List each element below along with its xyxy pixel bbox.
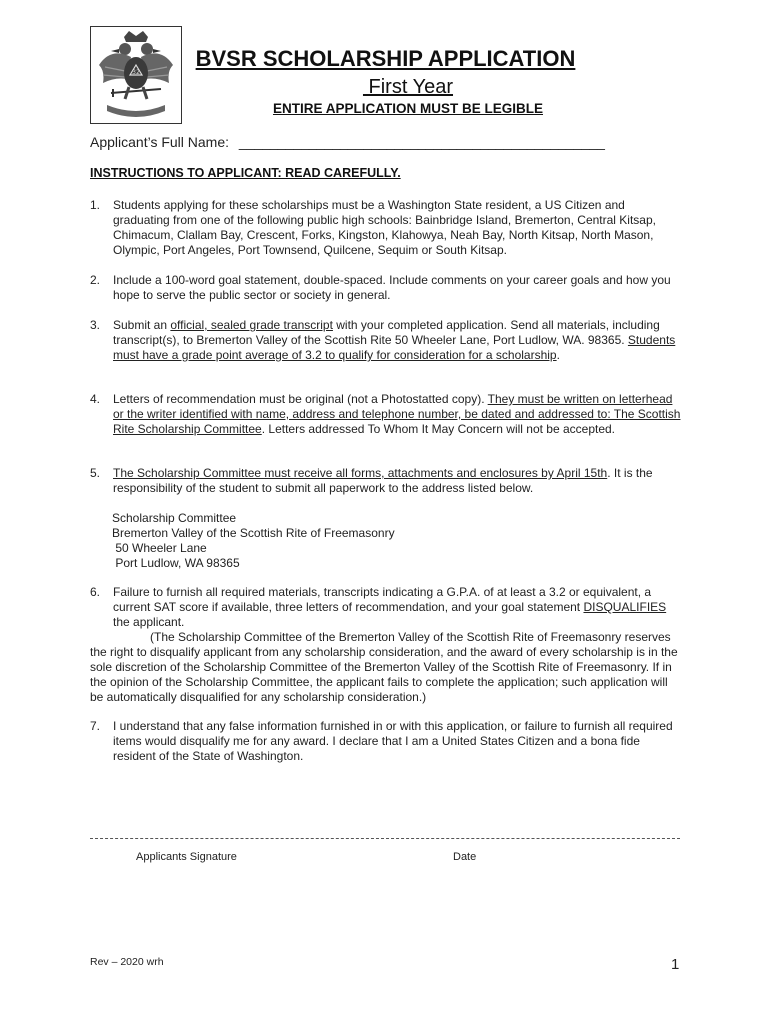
item-text-part: . Letters addressed To Whom It May Concern will not be accepted.	[261, 422, 616, 436]
double-headed-eagle-icon	[91, 27, 181, 123]
instructions-heading: INSTRUCTIONS TO APPLICANT: READ CAREFULLY.	[90, 166, 401, 180]
deadline-emphasis: The Scholarship Committee must receive all forms, attachments and enclosures by April 15th	[113, 466, 608, 480]
applicant-name-blank[interactable]: _______________________________________________	[238, 134, 605, 150]
item-number: 7.	[90, 719, 101, 733]
letterhead-requirement: They must be written on letterhead or the writer identified with name, address and telephone number, be dated and addressed to: The Scottish Rite Scholarship Committee	[113, 392, 681, 436]
signature-line[interactable]	[90, 838, 680, 839]
gpa-requirement: Students must have a grade point average of 3.2 to qualify for consideration for a scholarship	[113, 333, 676, 362]
item-text: Include a 100-word goal statement, double-spaced. Include comments on your career goals and how you hope to serve the public sector or society in general.	[113, 273, 671, 302]
instruction-item-7	[90, 719, 682, 764]
item-text-part: with your completed application. Send all materials, including transcript(s), to Bremerton Valley of the Scottish Rite 50 Wheeler Lane, Port Ludlow, WA. 98365.	[113, 318, 660, 347]
item-number: 4.	[90, 392, 101, 406]
address-line: 50 Wheeler Lane	[112, 541, 207, 555]
item-text-part: Submit an	[113, 318, 171, 332]
item-number: 5.	[90, 466, 101, 480]
page-number: 1	[671, 956, 680, 973]
legibility-note: ENTIRE APPLICATION MUST BE LEGIBLE	[272, 101, 543, 116]
item-number: 2.	[90, 273, 101, 287]
instruction-item-3	[90, 318, 682, 363]
svg-text:32: 32	[132, 69, 140, 76]
item-text-part: .	[556, 348, 560, 362]
instruction-item-4	[90, 392, 682, 437]
item-text: Students applying for these scholarships must be a Washington State resident, a US Citizen and graduating from one of the following public high schools: Bainbridge Island, Bremerton, Central Kitsap, Chimacum, Clallam Bay, Crescent, Forks, Kingston, Klahowya, Neah Bay, North Kitsap, North Mason, Olympic, Port Angeles, Port Townsend, Quilcene, Sequim or South Kitsap.	[113, 198, 656, 257]
address-line: Port Ludlow, WA 98365	[112, 556, 240, 570]
instruction-item-5	[90, 466, 682, 496]
instruction-item-2	[90, 273, 682, 303]
item-number: 6.	[90, 585, 101, 599]
item-text	[113, 585, 682, 630]
item-text-part: . It is the responsibility of the student to submit all paperwork to the address listed below.	[113, 466, 653, 495]
transcript-emphasis: official, sealed grade transcript	[170, 318, 333, 332]
instruction-item-6	[90, 585, 682, 630]
revision-note: Rev – 2020 wrh	[90, 956, 164, 968]
address-line: Bremerton Valley of the Scottish Rite of Freemasonry	[112, 526, 395, 540]
item-text-part: Failure to furnish all required materials, transcripts indicating a G.P.A. of at least a 3.2 or equivalent, a current SAT score if available, three letters of recommendation, and your goal statement	[113, 585, 652, 614]
address-line: Scholarship Committee	[112, 511, 237, 525]
item-text: I understand that any false information furnished in or with this application, or failure to furnish all required items would disqualify me for any award. I declare that I am a United States Citizen and a bona fide resident of the State of Washington.	[113, 719, 673, 763]
disqualification-paragraph: (The Scholarship Committee of the Bremerton Valley of the Scottish Rite of Freemasonry reserves the right to disqualify applicant from any scholarship consideration, and the award of every scholarship is in the sole discretion of the Scholarship Committee of the Bremerton Valley of the Scottish Rite of Freemasonry. If in the opinion of the Scholarship Committee, the applicant fails to complete the application; such application will be automatically disqualified for any scholarship consideration.)	[90, 630, 678, 704]
item-text-part: Letters of recommendation must be original (not a Photostatted copy).	[113, 392, 488, 406]
date-label: Date	[453, 851, 477, 863]
item-text	[113, 318, 682, 363]
item-text-part: the applicant.	[113, 615, 185, 629]
logo-box	[90, 26, 182, 124]
document-subtitle: First Year	[362, 76, 454, 98]
applicant-name-label: Applicant’s Full Name:	[90, 134, 230, 150]
item-number: 1.	[90, 198, 101, 212]
instruction-item-1	[90, 198, 682, 258]
mailing-address	[112, 511, 512, 571]
disqualifies-emphasis: DISQUALIFIES	[583, 600, 667, 614]
document-title: BVSR SCHOLARSHIP APPLICATION	[195, 46, 576, 71]
item-text	[113, 392, 682, 437]
signature-label: Applicants Signature	[136, 851, 237, 863]
item-text	[113, 466, 682, 496]
item-number: 3.	[90, 318, 101, 332]
applicant-name-field[interactable]	[90, 134, 605, 150]
